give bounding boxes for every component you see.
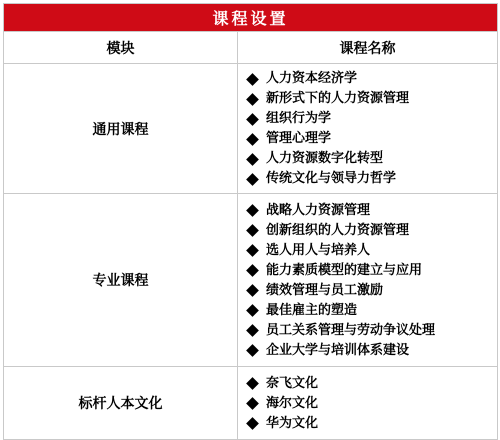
course-name-column-header: 课程名称	[238, 32, 498, 64]
course-item-label: 新形式下的人力资源管理	[266, 91, 410, 106]
course-item-label: 最佳雇主的塑造	[266, 302, 358, 318]
course-item	[246, 414, 497, 434]
diamond-bullet-icon	[246, 284, 259, 297]
course-item-label: 华为文化	[266, 415, 319, 431]
table-row-benchmark-culture	[4, 367, 498, 440]
module-cell: 专业课程	[4, 194, 238, 367]
course-item	[246, 321, 497, 341]
diamond-bullet-icon	[246, 113, 259, 126]
diamond-bullet-icon	[246, 344, 259, 357]
course-item-label: 传统文化与领导力哲学	[266, 171, 397, 186]
module-cell: 通用课程	[4, 64, 238, 194]
course-item-label: 战略人力资源管理	[266, 202, 371, 218]
course-item-label: 管理心理学	[266, 131, 332, 146]
course-item-label: 人力资源数字化转型	[266, 151, 384, 166]
diamond-bullet-icon	[246, 244, 259, 257]
diamond-bullet-icon	[246, 153, 259, 166]
course-item	[246, 394, 497, 414]
diamond-bullet-icon	[246, 133, 259, 146]
course-item	[246, 281, 497, 301]
module-cell: 标杆人本文化	[4, 367, 238, 440]
course-item	[246, 341, 497, 361]
table-row-general-courses	[4, 64, 498, 194]
diamond-bullet-icon	[246, 204, 259, 217]
diamond-bullet-icon	[246, 324, 259, 337]
course-list	[238, 196, 497, 365]
diamond-bullet-icon	[246, 397, 259, 410]
diamond-bullet-icon	[246, 304, 259, 317]
course-list-cell	[238, 194, 498, 367]
table-title: 课程设置	[4, 4, 498, 32]
table-title-row	[4, 4, 498, 32]
course-item-label: 企业大学与培训体系建设	[266, 342, 410, 358]
course-settings-table	[3, 3, 498, 440]
diamond-bullet-icon	[246, 93, 259, 106]
course-item-label: 能力素质模型的建立与应用	[266, 262, 423, 278]
module-column-header: 模块	[4, 32, 238, 64]
course-list	[238, 369, 497, 438]
course-item	[246, 241, 497, 261]
course-item	[246, 374, 497, 394]
course-list-cell	[238, 64, 498, 194]
course-item	[246, 69, 497, 89]
course-item	[246, 129, 497, 149]
table-header-row	[4, 32, 498, 64]
diamond-bullet-icon	[246, 264, 259, 277]
diamond-bullet-icon	[246, 224, 259, 237]
course-list	[238, 64, 497, 193]
course-list-cell	[238, 367, 498, 440]
course-item	[246, 261, 497, 281]
course-item-label: 创新组织的人力资源管理	[266, 222, 410, 238]
course-item	[246, 169, 497, 189]
table-row-professional-courses	[4, 194, 498, 367]
course-item-label: 绩效管理与员工激励	[266, 282, 384, 298]
course-item-label: 员工关系管理与劳动争议处理	[266, 322, 436, 338]
diamond-bullet-icon	[246, 173, 259, 186]
diamond-bullet-icon	[246, 417, 259, 430]
course-item	[246, 301, 497, 321]
course-settings-page	[3, 3, 497, 434]
course-item	[246, 89, 497, 109]
course-item	[246, 221, 497, 241]
course-item-label: 人力资本经济学	[266, 71, 358, 86]
diamond-bullet-icon	[246, 377, 259, 390]
course-item-label: 组织行为学	[266, 111, 332, 126]
diamond-bullet-icon	[246, 73, 259, 86]
course-item-label: 选人用人与培养人	[266, 242, 371, 258]
course-item	[246, 109, 497, 129]
course-item	[246, 201, 497, 221]
course-item-label: 海尔文化	[266, 395, 319, 411]
course-item-label: 奈飞文化	[266, 375, 319, 391]
course-item	[246, 149, 497, 169]
